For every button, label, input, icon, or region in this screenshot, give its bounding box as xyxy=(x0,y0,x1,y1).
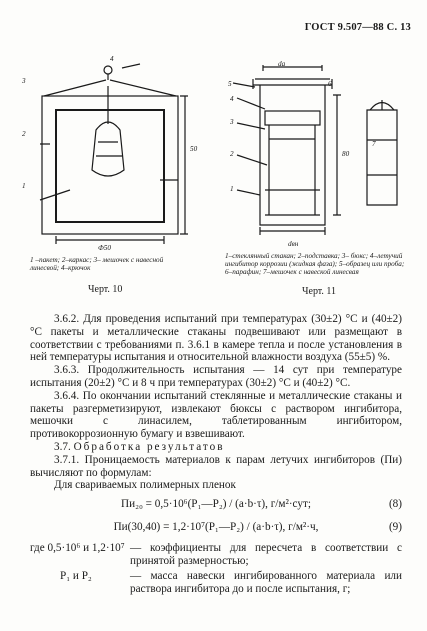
figure-10-label-4: 4 xyxy=(110,55,114,63)
figure-11-label-2: 2 xyxy=(230,150,234,158)
figure-11-dim-inner: dвн xyxy=(288,240,299,248)
formula-9 xyxy=(30,521,402,534)
legend-term: где 0,5·10⁶ и 1,2·10⁷ xyxy=(30,541,125,554)
figure-11-dim-outer: dа xyxy=(278,60,286,68)
section-3-7-heading xyxy=(30,441,402,454)
figure-10-label-1: 1 xyxy=(22,182,26,190)
figure-10-dimension-height: 50 xyxy=(190,145,198,153)
formula-8 xyxy=(30,498,402,511)
figure-11-label-7: 7 xyxy=(372,140,376,148)
main-text xyxy=(30,313,402,596)
figure-10-label-2: 2 xyxy=(22,130,26,138)
section-3-7-number: 3.7. xyxy=(54,440,71,453)
figure-11-dim-height: 80 xyxy=(342,150,350,158)
paragraph-3-6-4: 3.6.4. По окончании испытаний стеклянные и металлические стаканы и пакеты разгерметизируют, извлекают бюксы с раствором ингибитора, мешочки с линасилем, таблетированным ингибитором, противокоррозионную бумагу и взвешивают. xyxy=(30,389,402,441)
paragraph-3-6-2: 3.6.2. Для проведения испытаний при температурах (30±2) °C и (40±2) °C пакеты и металлические стаканы подвешивают или размещают в соответствии с требованиями п. 3.6.1 в камере тепла и после установления в ней температуры испытания и относительной влажности воздуха (55±5) %. xyxy=(30,313,402,364)
formula-8-number: (8) xyxy=(388,498,402,511)
legend-description: — масса навески ингибированного материала или раствора ингибитора до и после испытания, г; xyxy=(130,570,402,596)
figure-11-label-6: 6 xyxy=(328,80,332,88)
paragraph-3-7-1: 3.7.1. Проницаемость материалов к парам летучих ингибиторов (Пи) вычисляют по формулам: xyxy=(30,453,402,479)
legend-description: — коэффициенты для пересчета в соответствии с принятой размерностью; xyxy=(130,541,402,567)
legend-item xyxy=(30,542,402,568)
legend-term: P₁ и P₂ xyxy=(60,570,92,583)
page-header: ГОСТ 9.507—88 С. 13 xyxy=(304,22,411,33)
formula-9-number: (9) xyxy=(388,520,402,533)
figure-10-caption: 1 –пакет; 2–каркас; 3– мешочек с навесной линесвой; 4–крючок xyxy=(30,256,164,273)
figure-11-label-3: 3 xyxy=(230,118,234,126)
figure-11-label-4: 4 xyxy=(230,95,234,103)
formula-legend xyxy=(30,542,402,596)
figure-10-drawing xyxy=(30,60,190,245)
formula-9-body: Пи(30,40) = 1,2·10⁷(P₁—P₂) / (a·b·τ), г/м²·ч, xyxy=(113,520,319,533)
figure-11-caption: 1–стеклянный стакан; 2–подставка; 3– бюкс; 4–летучий ингибитор коррозии (жидкая фаза); 5–образец или проба; 6–парафин; 7–мешочек с навеской линесвая xyxy=(225,252,405,277)
figure-11-drawing xyxy=(225,65,410,235)
figure-10-label-3: 3 xyxy=(22,77,26,85)
paragraph-3-6-3: 3.6.3. Продолжительность испытания — 14 сут при температуре испытания (20±2) °C и 8 ч при температурах (30±2) °C и (40±2) °C. xyxy=(30,364,402,389)
figure-11-label-5: 5 xyxy=(228,80,232,88)
formula-8-body: Пи₂₀ = 0,5·10⁶(P₁—P₂) / (a·b·τ), г/м²·сут; xyxy=(121,498,311,511)
figure-10-name: Черт. 10 xyxy=(88,284,123,295)
paragraph-3-7-1-sub: Для свариваемых полимерных пленок xyxy=(54,479,236,492)
legend-item xyxy=(30,570,402,596)
figure-11-label-1: 1 xyxy=(230,185,234,193)
figure-11-name: Черт. 11 xyxy=(302,286,337,297)
section-3-7-title: Обработка результатов xyxy=(73,440,225,453)
figure-10-dimension-width: Ф50 xyxy=(98,244,111,252)
